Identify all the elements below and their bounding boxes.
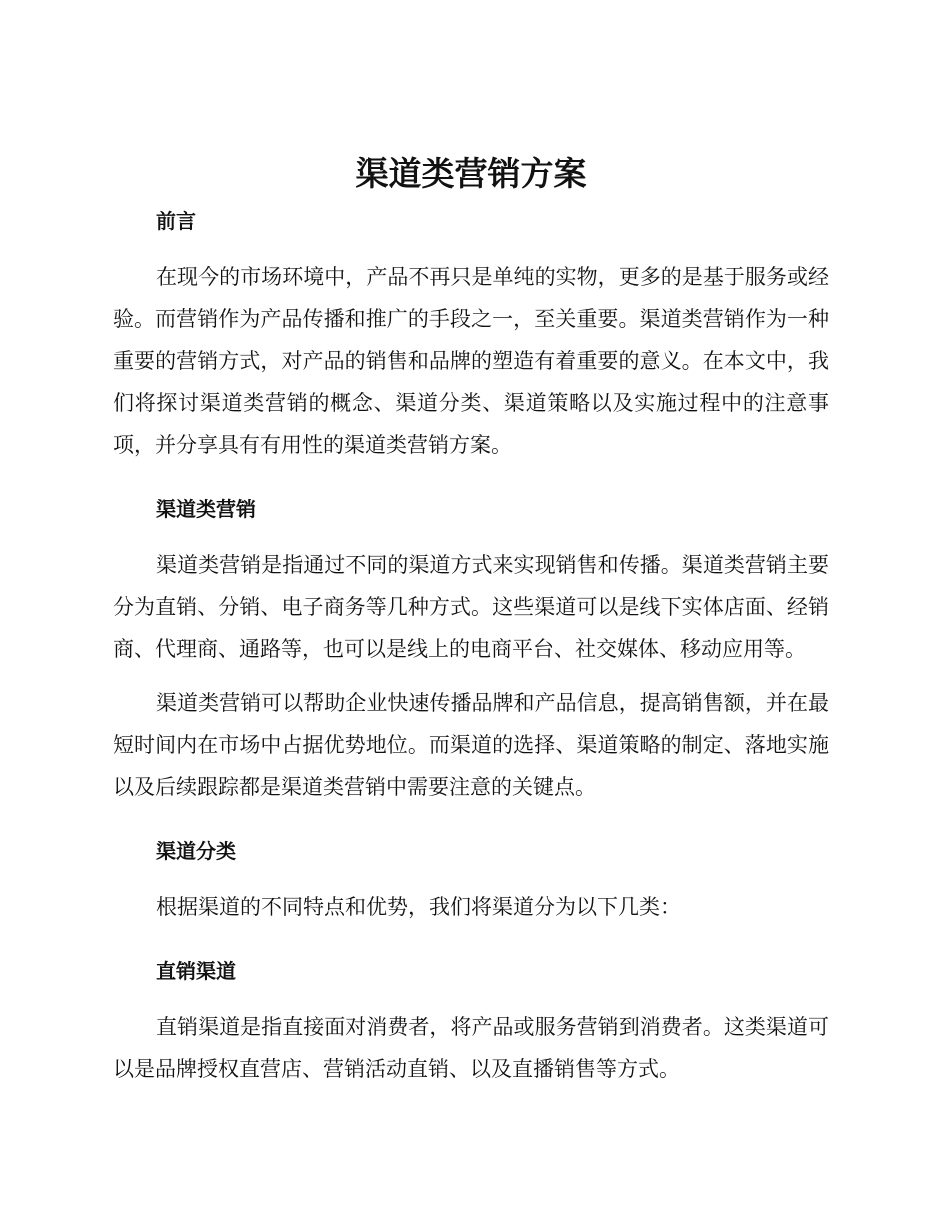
paragraph-foreword: 在现今的市场环境中，产品不再只是单纯的实物，更多的是基于服务或经验。而营销作为产品传播和推广的手段之一，至关重要。渠道类营销作为一种重要的营销方式，对产品的销售和品牌的塑造有着重要的意义。在本文中，我们将探讨渠道类营销的概念、渠道分类、渠道策略以及实施过程中的注意事项，并分享具有有用性的渠道类营销方案。 — [113, 265, 829, 457]
paragraph-channel-classification: 根据渠道的不同特点和优势，我们将渠道分为以下几类： — [156, 895, 681, 919]
section-heading-channel-marketing: 渠道类营销 — [156, 497, 256, 521]
section-heading-channel-classification: 渠道分类 — [156, 839, 236, 863]
document-body — [113, 150, 829, 1090]
paragraph-direct-channel: 直销渠道是指直接面对消费者，将产品或服务营销到消费者。这类渠道可以是品牌授权直营店、营销活动直销、以及直播销售等方式。 — [113, 1015, 829, 1081]
section-heading-direct-channel: 直销渠道 — [156, 959, 236, 983]
paragraph-channel-marketing-1: 渠道类营销是指通过不同的渠道方式来实现销售和传播。渠道类营销主要分为直销、分销、电子商务等几种方式。这些渠道可以是线下实体店面、经销商、代理商、通路等，也可以是线上的电商平台、社交媒体、移动应用等。 — [113, 553, 829, 661]
section-heading-foreword: 前言 — [156, 209, 196, 233]
paragraph-channel-marketing-2: 渠道类营销可以帮助企业快速传播品牌和产品信息，提高销售额，并在最短时间内在市场中占据优势地位。而渠道的选择、渠道策略的制定、落地实施以及后续跟踪都是渠道类营销中需要注意的关键点。 — [113, 691, 829, 799]
document-title: 渠道类营销方案 — [355, 154, 587, 193]
